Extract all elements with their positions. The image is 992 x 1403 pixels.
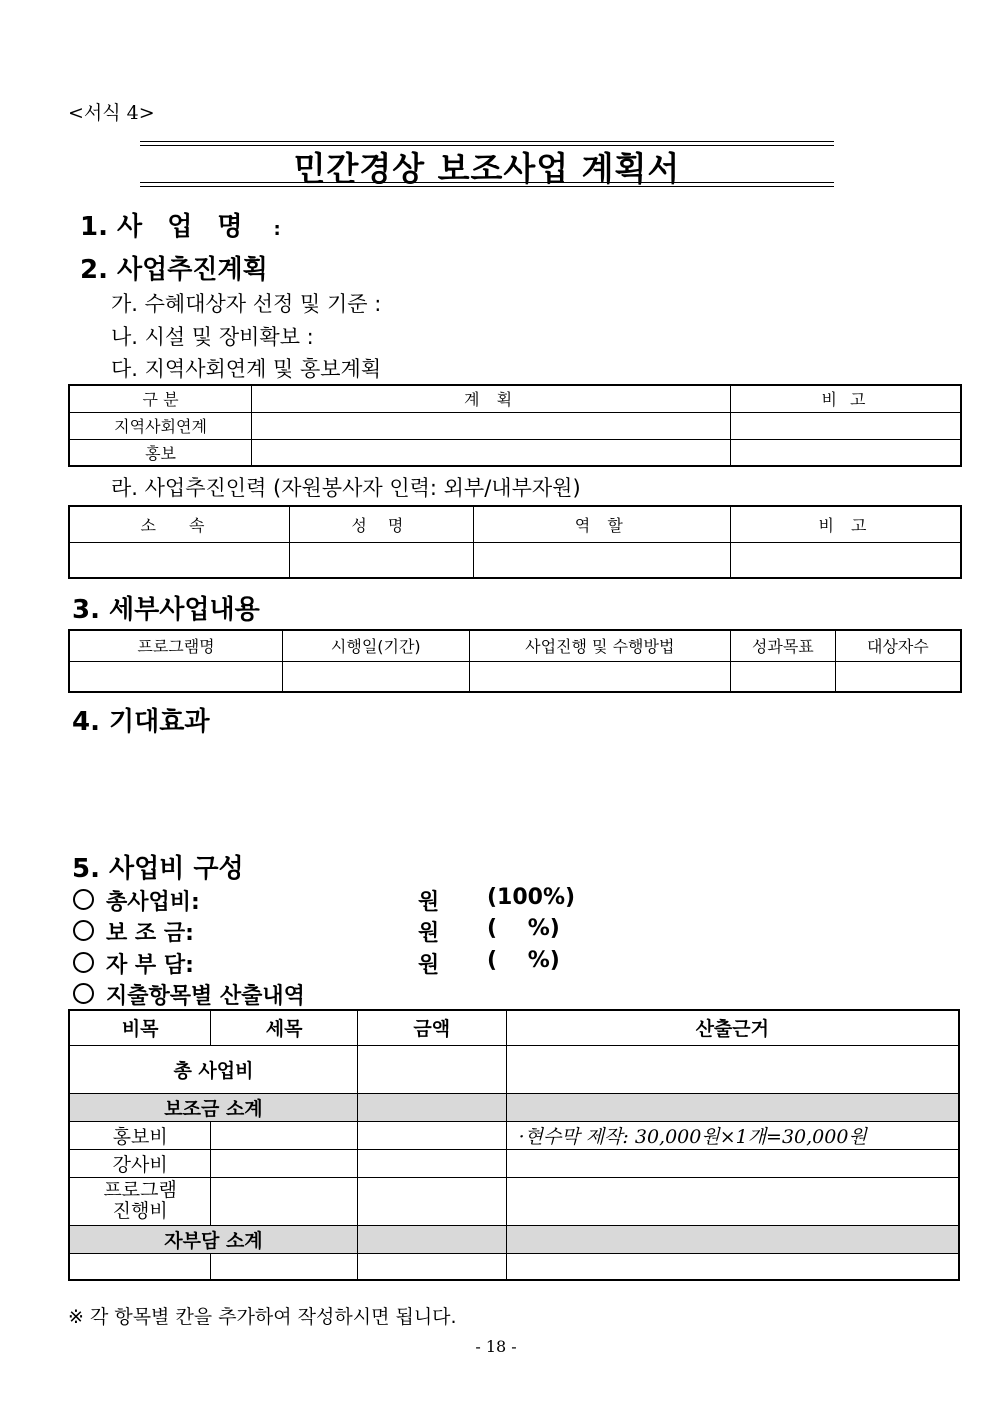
cell-remarks[interactable] bbox=[731, 542, 962, 578]
cell-subcategory[interactable] bbox=[211, 1177, 358, 1225]
budget-self-unit: 원 bbox=[418, 953, 440, 978]
row-total-label: 총 사업비 bbox=[69, 1045, 357, 1093]
title-box bbox=[140, 141, 834, 187]
header-remarks: 비 고 bbox=[731, 506, 962, 542]
cell-period[interactable] bbox=[283, 661, 470, 692]
header-goal: 성과목표 bbox=[730, 630, 835, 661]
section-2-heading: 2. 사업추진계획 bbox=[80, 255, 268, 285]
cell-subcategory[interactable] bbox=[211, 1121, 358, 1149]
budget-subsidy-line: 보 조 금: bbox=[73, 916, 194, 947]
cell-amount[interactable] bbox=[357, 1253, 506, 1280]
form-number: <서식 4> bbox=[68, 102, 155, 124]
cell-plan[interactable] bbox=[252, 439, 731, 466]
item-na: 나. 시설 및 장비확보 : bbox=[111, 325, 314, 349]
cell-basis[interactable] bbox=[506, 1253, 959, 1280]
header-amount: 금액 bbox=[357, 1010, 506, 1045]
header-affiliation: 소 속 bbox=[69, 506, 290, 542]
budget-subsidy-pct: ( %) bbox=[487, 916, 560, 941]
cell-subcategory[interactable] bbox=[211, 1149, 358, 1177]
section-3-heading: 3. 세부사업내용 bbox=[72, 595, 260, 625]
cell-amount[interactable] bbox=[357, 1225, 506, 1253]
budget-subsidy-unit: 원 bbox=[418, 921, 440, 946]
cell-basis[interactable] bbox=[506, 1093, 959, 1121]
row-label-promotion: 홍보 bbox=[69, 439, 252, 466]
circle-bullet-icon bbox=[73, 952, 94, 973]
header-remarks: 비 고 bbox=[730, 385, 961, 412]
cell-goal[interactable] bbox=[730, 661, 835, 692]
item-ga: 가. 수혜대상자 선정 및 기준 : bbox=[111, 292, 382, 316]
header-subcategory: 세목 bbox=[211, 1010, 358, 1045]
budget-total-line: 총사업비: bbox=[73, 885, 200, 916]
cell-affiliation[interactable] bbox=[69, 542, 290, 578]
cell-amount[interactable] bbox=[357, 1093, 506, 1121]
header-name: 성 명 bbox=[290, 506, 474, 542]
circle-bullet-icon bbox=[73, 889, 94, 910]
cell-amount[interactable] bbox=[357, 1045, 506, 1093]
cell-basis-example: ·현수막 제작: 30,000원×1개=30,000원 bbox=[506, 1121, 959, 1149]
cell-plan[interactable] bbox=[252, 412, 731, 439]
cell-basis[interactable] bbox=[506, 1177, 959, 1225]
cell-target-count[interactable] bbox=[835, 661, 961, 692]
staff-table bbox=[68, 505, 962, 579]
header-basis: 산출근거 bbox=[506, 1010, 959, 1045]
header-period: 시행일(기간) bbox=[283, 630, 470, 661]
program-detail-table bbox=[68, 629, 962, 693]
expense-table bbox=[68, 1009, 960, 1281]
header-role: 역 할 bbox=[473, 506, 730, 542]
cell-program[interactable] bbox=[69, 661, 283, 692]
item-ra: 라. 사업추진인력 (자원봉사자 인력: 외부/내부자원) bbox=[111, 476, 581, 500]
cell-amount[interactable] bbox=[357, 1177, 506, 1225]
section-4-heading: 4. 기대효과 bbox=[72, 707, 210, 737]
header-category: 구 분 bbox=[69, 385, 252, 412]
footnote: ※ 각 항목별 칸을 추가하여 작성하시면 됩니다. bbox=[68, 1306, 457, 1328]
cell-name[interactable] bbox=[290, 542, 474, 578]
cell-category[interactable] bbox=[69, 1253, 211, 1280]
header-method: 사업진행 및 수행방법 bbox=[469, 630, 730, 661]
cell-basis[interactable] bbox=[506, 1149, 959, 1177]
header-category: 비목 bbox=[69, 1010, 211, 1045]
budget-self-line: 자 부 담: bbox=[73, 948, 194, 979]
row-self-subtotal: 자부담 소계 bbox=[69, 1225, 357, 1253]
row-label-instructor: 강사비 bbox=[69, 1149, 211, 1177]
budget-self-pct: ( %) bbox=[487, 948, 560, 973]
cell-remarks[interactable] bbox=[730, 412, 961, 439]
header-plan: 계 획 bbox=[252, 385, 731, 412]
circle-bullet-icon bbox=[73, 983, 94, 1004]
cell-remarks[interactable] bbox=[730, 439, 961, 466]
header-target-count: 대상자수 bbox=[835, 630, 961, 661]
circle-bullet-icon bbox=[73, 920, 94, 941]
row-label-community: 지역사회연계 bbox=[69, 412, 252, 439]
section-1-heading: 1. 사 업 명 : bbox=[80, 212, 281, 242]
cell-subcategory[interactable] bbox=[211, 1253, 358, 1280]
cell-basis[interactable] bbox=[506, 1045, 959, 1093]
row-label-promotion: 홍보비 bbox=[69, 1121, 211, 1149]
cell-method[interactable] bbox=[469, 661, 730, 692]
cell-basis[interactable] bbox=[506, 1225, 959, 1253]
page-number: - 18 - bbox=[475, 1337, 517, 1356]
budget-detail-line: 지출항목별 산출내역 bbox=[73, 979, 305, 1010]
budget-total-unit: 원 bbox=[418, 890, 440, 915]
page-title: 민간경상 보조사업 계획서 bbox=[293, 149, 681, 188]
section-5-heading: 5. 사업비 구성 bbox=[72, 854, 244, 884]
community-plan-table bbox=[68, 384, 962, 467]
item-da: 다. 지역사회연계 및 홍보계획 bbox=[111, 357, 382, 381]
row-subsidy-subtotal: 보조금 소계 bbox=[69, 1093, 357, 1121]
row-label-program: 프로그램 진행비 bbox=[69, 1177, 211, 1225]
budget-total-pct: (100%) bbox=[487, 885, 576, 910]
cell-amount[interactable] bbox=[357, 1149, 506, 1177]
cell-amount[interactable] bbox=[357, 1121, 506, 1149]
cell-role[interactable] bbox=[473, 542, 730, 578]
header-program: 프로그램명 bbox=[69, 630, 283, 661]
